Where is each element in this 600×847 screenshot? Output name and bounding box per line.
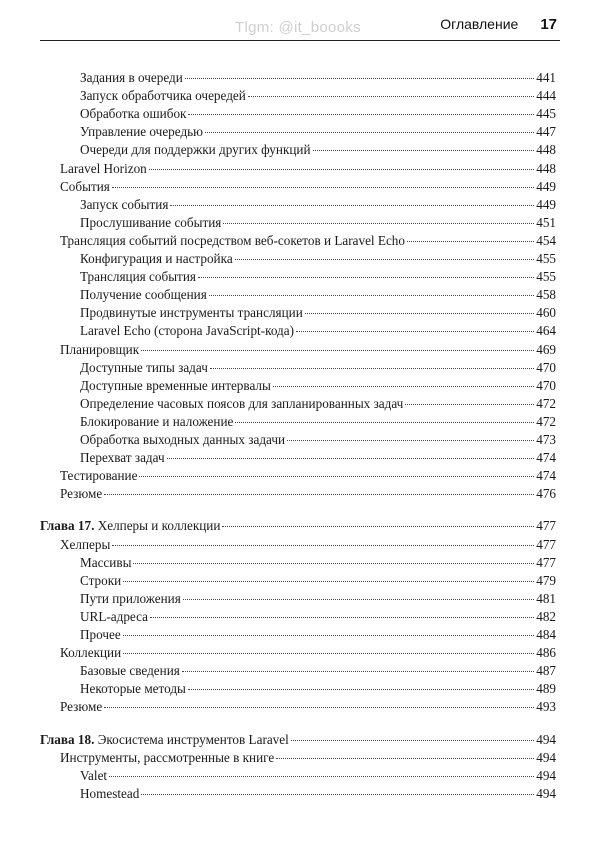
dot-leader <box>291 740 534 741</box>
toc-page-number: 487 <box>536 663 556 679</box>
toc-label <box>80 87 246 105</box>
toc-page-number: 482 <box>536 608 556 624</box>
toc-page-number: 473 <box>536 432 556 447</box>
toc-row[interactable] <box>60 749 556 767</box>
dot-leader <box>313 150 535 151</box>
toc-page-number: 458 <box>536 287 556 303</box>
dot-leader <box>150 617 534 618</box>
toc-label <box>80 554 131 572</box>
toc-row[interactable] <box>80 304 556 322</box>
toc-row[interactable] <box>80 608 556 626</box>
toc-label <box>80 141 311 159</box>
dot-leader <box>210 368 534 369</box>
toc-label <box>40 517 220 535</box>
toc-label <box>80 662 180 680</box>
toc-page-number: 494 <box>536 749 556 765</box>
toc-chapter-row[interactable] <box>40 731 556 749</box>
dot-leader <box>273 386 534 387</box>
dot-leader <box>141 794 534 795</box>
toc-page-number: 474 <box>536 468 556 484</box>
toc-page-number: 447 <box>536 124 556 140</box>
toc-row[interactable] <box>80 359 556 377</box>
toc-label <box>40 731 289 749</box>
toc-label <box>80 572 121 590</box>
toc-label <box>80 767 107 785</box>
toc-row[interactable] <box>80 377 556 395</box>
toc-row[interactable] <box>80 87 556 105</box>
toc-title: Резюме <box>60 486 103 502</box>
toc-title: Некоторые методы <box>80 681 186 697</box>
toc-row[interactable] <box>60 160 556 178</box>
toc-title: Обработка ошибок <box>80 106 187 122</box>
toc-label <box>80 680 186 698</box>
dot-leader <box>248 96 534 97</box>
toc-label <box>60 341 139 359</box>
toc-title: Определение часовых поясов для запланированных задач <box>80 395 404 411</box>
toc-label <box>60 178 110 196</box>
page-number: 17 <box>540 16 557 33</box>
toc-title: Блокирование и наложение <box>80 413 234 429</box>
toc-label <box>80 304 303 322</box>
dot-leader <box>104 707 534 708</box>
toc-page-number: 472 <box>536 413 556 429</box>
toc-page-number: 493 <box>536 699 556 715</box>
toc-title: Доступные временные интервалы <box>80 377 271 393</box>
dot-leader <box>182 671 534 672</box>
toc-page-number: 477 <box>536 554 556 570</box>
toc-row[interactable] <box>60 644 556 662</box>
toc-page-number: 455 <box>536 251 556 266</box>
dot-leader <box>170 205 534 206</box>
toc-title: Очереди для поддержки других функций <box>80 142 311 158</box>
toc-title: Пути приложения <box>80 590 181 606</box>
toc-row[interactable] <box>80 286 556 304</box>
toc-page-number: 479 <box>536 572 556 588</box>
watermark: Tlgm: @it_boooks <box>235 19 361 36</box>
dot-leader <box>141 350 534 351</box>
toc-title: События <box>60 178 110 194</box>
toc-row[interactable] <box>80 105 556 123</box>
toc-page-number: 454 <box>536 232 556 248</box>
toc-title: Хелперы <box>60 536 111 552</box>
toc-label <box>80 250 233 268</box>
dot-leader <box>223 223 534 224</box>
chapter-number: Глава 17. <box>40 518 95 534</box>
toc-label <box>80 214 221 232</box>
dot-leader <box>198 277 534 278</box>
toc-page-number: 470 <box>536 359 556 375</box>
toc-label <box>80 590 181 608</box>
toc-row[interactable] <box>80 250 556 268</box>
toc-label <box>80 322 294 340</box>
toc-title: Обработка выходных данных задачи <box>80 432 286 447</box>
toc-label <box>80 413 233 431</box>
toc-title: Хелперы и коллекции <box>97 518 221 534</box>
dot-leader <box>407 241 534 242</box>
dot-leader <box>149 169 534 170</box>
toc-label <box>80 431 285 449</box>
dot-leader <box>296 331 534 332</box>
toc-title: Трансляция событий посредством веб-сокетов и Laravel Echo <box>60 232 405 248</box>
dot-leader <box>222 526 534 527</box>
toc-title: Перехват задач <box>80 450 165 466</box>
toc-label <box>80 69 183 87</box>
toc-page-number: 481 <box>536 590 556 606</box>
toc-label <box>60 160 147 178</box>
toc-title: Коллекции <box>60 645 122 661</box>
toc-chapter-row[interactable] <box>40 517 556 535</box>
toc-label <box>80 359 208 377</box>
dot-leader <box>123 581 534 582</box>
toc-row[interactable] <box>80 662 556 680</box>
toc-title: Прочее <box>80 627 121 642</box>
toc-label <box>60 749 274 767</box>
toc-title: URL-адреса <box>80 608 148 624</box>
toc-title: Запуск события <box>80 196 169 212</box>
toc-row[interactable] <box>60 467 556 485</box>
dot-leader <box>188 114 534 115</box>
toc-label <box>60 698 102 716</box>
toc-row[interactable] <box>60 341 556 359</box>
toc-page-number: 484 <box>536 627 556 642</box>
toc-page-number: 494 <box>536 731 556 747</box>
toc-label <box>80 395 403 413</box>
toc-title: Получение сообщения <box>80 287 207 303</box>
toc-row[interactable] <box>80 322 556 340</box>
toc-row[interactable] <box>80 554 556 572</box>
toc-title: Homestead <box>80 785 140 801</box>
toc-title: Конфигурация и настройка <box>80 251 233 266</box>
toc-row[interactable] <box>80 572 556 590</box>
toc-row[interactable] <box>80 395 556 413</box>
toc-page-number: 474 <box>536 450 556 466</box>
toc-row[interactable] <box>60 232 556 250</box>
toc-row[interactable] <box>60 536 556 554</box>
dot-leader <box>235 259 535 260</box>
toc-page-number: 449 <box>536 178 556 194</box>
dot-leader <box>209 295 534 296</box>
toc-page-number: 460 <box>536 305 556 321</box>
toc-label <box>80 626 121 644</box>
toc-title: Массивы <box>80 554 132 570</box>
toc-label <box>60 485 102 503</box>
toc-title: Запуск обработчика очередей <box>80 88 246 104</box>
toc-title: Трансляция события <box>80 269 196 285</box>
toc-row[interactable] <box>80 413 556 431</box>
toc-row[interactable] <box>60 178 556 196</box>
toc-row[interactable] <box>80 680 556 698</box>
toc-label <box>80 785 139 803</box>
toc-title: Продвинутые инструменты трансляции <box>80 305 303 321</box>
header-rule <box>40 40 560 41</box>
dot-leader <box>185 78 534 79</box>
toc-row[interactable] <box>80 590 556 608</box>
dot-leader <box>405 404 534 405</box>
toc-row[interactable] <box>80 69 556 87</box>
toc-page-number: 470 <box>536 377 556 393</box>
toc-title: Laravel Echo (сторона JavaScript-кода) <box>80 323 295 339</box>
toc-row[interactable] <box>80 123 556 141</box>
toc-row[interactable] <box>80 196 556 214</box>
toc-title: Планировщик <box>60 341 140 357</box>
toc-title: Экосистема инструментов Laravel <box>97 731 289 747</box>
toc-page-number: 486 <box>536 645 556 661</box>
dot-leader <box>305 313 534 314</box>
dot-leader <box>183 599 534 600</box>
toc-title: Задания в очереди <box>80 70 183 85</box>
dot-leader <box>235 422 534 423</box>
toc-label <box>60 232 405 250</box>
toc-row[interactable] <box>80 449 556 467</box>
toc-row[interactable] <box>80 141 556 159</box>
toc-row[interactable] <box>80 626 556 644</box>
toc-title: Строки <box>80 572 122 588</box>
toc-title: Резюме <box>60 699 103 715</box>
dot-leader <box>133 563 534 564</box>
toc-row[interactable] <box>80 767 556 785</box>
toc-page-number: 494 <box>536 767 556 783</box>
toc-label <box>60 536 110 554</box>
dot-leader <box>109 776 534 777</box>
dot-leader <box>276 758 534 759</box>
toc-page-number: 464 <box>536 323 556 339</box>
dot-leader <box>104 494 534 495</box>
dot-leader <box>112 187 534 188</box>
toc-title: Прослушивание события <box>80 214 222 230</box>
toc-label <box>80 377 271 395</box>
toc-title: Laravel Horizon <box>60 160 147 176</box>
toc-page-number: 448 <box>536 142 556 158</box>
toc-page-number: 476 <box>536 486 556 502</box>
toc-page-number: 455 <box>536 269 556 285</box>
toc-label <box>80 196 168 214</box>
toc-title: Базовые сведения <box>80 663 180 679</box>
toc-title: Инструменты, рассмотренные в книге <box>60 749 275 765</box>
toc-label <box>80 286 207 304</box>
toc-title: Управление очередью <box>80 124 204 140</box>
toc-title: Доступные типы задач <box>80 359 208 375</box>
toc-row[interactable] <box>80 431 556 449</box>
toc-page-number: 449 <box>536 196 556 212</box>
dot-leader <box>123 635 535 636</box>
toc-row[interactable] <box>80 785 556 803</box>
toc-label <box>60 467 137 485</box>
toc-page-number: 469 <box>536 341 556 357</box>
toc-page-number: 477 <box>536 518 556 534</box>
dot-leader <box>205 132 534 133</box>
toc-page-number: 444 <box>536 88 556 104</box>
toc-page-number: 451 <box>536 214 556 230</box>
dot-leader <box>112 545 534 546</box>
toc-label <box>80 105 186 123</box>
toc-page-number: 448 <box>536 160 556 176</box>
toc-row[interactable] <box>60 698 556 716</box>
toc-page-number: 489 <box>536 681 556 697</box>
dot-leader <box>123 653 534 654</box>
toc-row[interactable] <box>80 268 556 286</box>
running-head <box>440 16 557 33</box>
chapter-number: Глава 18. <box>40 731 95 747</box>
toc-label <box>80 449 165 467</box>
toc-label <box>80 608 148 626</box>
toc-page-number: 441 <box>536 70 556 85</box>
toc-label <box>60 644 121 662</box>
toc-label <box>80 268 196 286</box>
toc-page-number: 472 <box>536 395 556 411</box>
toc-row[interactable] <box>60 485 556 503</box>
running-head-title: Оглавление <box>440 16 519 32</box>
toc-title: Valet <box>80 767 108 783</box>
toc-page-number: 494 <box>536 785 556 801</box>
dot-leader <box>167 458 535 459</box>
dot-leader <box>188 689 534 690</box>
toc-title: Тестирование <box>60 468 138 484</box>
dot-leader <box>139 476 534 477</box>
toc-page-number: 445 <box>536 106 556 122</box>
toc-page-number: 477 <box>536 536 556 552</box>
toc-row[interactable] <box>80 214 556 232</box>
toc-label <box>80 123 203 141</box>
dot-leader <box>287 440 534 441</box>
